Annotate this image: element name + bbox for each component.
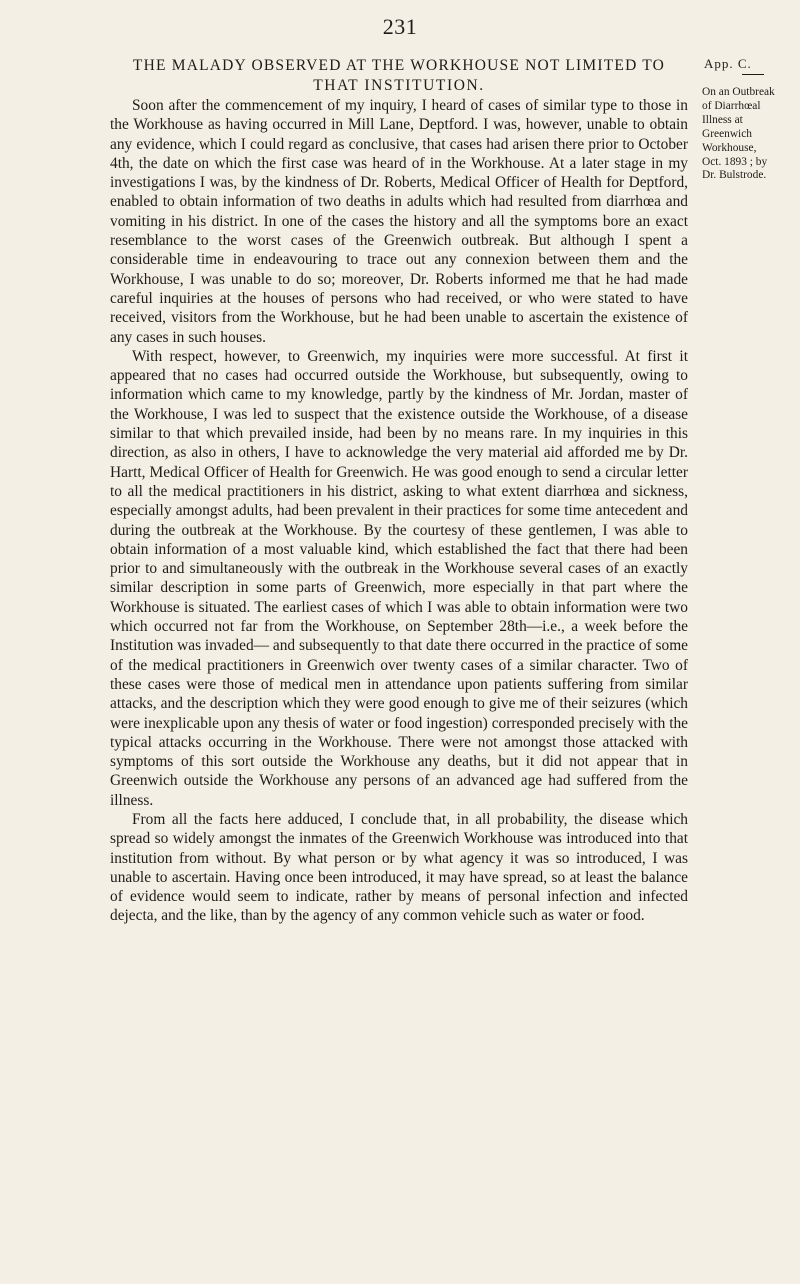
running-head [110, 56, 688, 96]
page-number: 231 [382, 14, 418, 39]
paragraph: From all the facts here adduced, I conclude that, in all probability, the disease which spread so widely amongst the inmates of the Greenwich Workhouse was introduced into that institution from without. By what person or by what agency it was so introduced, I was unable to ascertain. Having once been introduced, it may have spread, so at least the balance of evidence would seem to indicate, rather by means of personal infection and infected dejecta, and the like, than by the agency of any common vehicle such as water or food. [110, 810, 688, 925]
paragraph: Soon after the commencement of my inquiry, I heard of cases of similar type to those in the Workhouse as having occurred in Mill Lane, Deptford. I was, however, unable to obtain any evidence, which I could regard as conclusive, that cases had arisen there prior to October 4th, the date on which the first case was heard of in the Workhouse. At a later stage in my investigations I was, by the kindness of Dr. Roberts, Medical Officer of Health for Deptford, enabled to obtain information of two deaths in adults which had resulted from diarrhœa and vomiting in his district. In one of the cases the history and all the symptoms bore an exact resemblance to the worst cases of the Greenwich outbreak. But although I spent a considerable time in endeavouring to trace out any connexion between them and the Workhouse, I was unable to do so; moreover, Dr. Roberts informed me that he had made careful inquiries at the houses of persons who had received, or who were stated to have received, visitors from the Workhouse, but he had been unable to ascertain the existence of any cases in such houses. [110, 97, 688, 346]
appendix-reference: App. C. [704, 56, 794, 75]
sidenote-line: Illness at [702, 113, 743, 126]
running-head-line-2: THAT INSTITUTION. [313, 77, 485, 95]
sidenote-line: Oct. 1893 ; by [702, 155, 768, 168]
running-head-line-1: THE MALADY OBSERVED AT THE WORKHOUSE NOT LIMITED TO [132, 57, 666, 74]
margin-sidenote [702, 86, 798, 183]
body-text [110, 96, 688, 926]
sidenote-line: Greenwich [702, 127, 752, 140]
sidenote-line: Workhouse, [702, 141, 757, 154]
sidenote-line: On an Outbreak [702, 86, 775, 98]
sidenote-line: Dr. Bulstrode. [702, 169, 767, 182]
sidenote-line: of Diarrhœal [702, 99, 761, 112]
paragraph: With respect, however, to Greenwich, my inquiries were more successful. At first it appeared that no cases had occurred outside the Workhouse, but subsequently, owing to information which came to my knowledge, partly by the kindness of Mr. Jordan, master of the Workhouse, I was led to suspect that the existence outside the Workhouse, of a disease similar to that which prevailed inside, had been by no means rare. In my inquiries in this direction, as also in others, I have to acknowledge the very material aid afforded me by Dr. Hartt, Medical Officer of Health for Greenwich. He was good enough to send a circular letter to all the medical practitioners in his district, asking to what extent diarrhœa and sickness, especially amongst adults, had been prevalent in their practices for some time antecedent and during the outbreak at the Workhouse. By the courtesy of these gentlemen, I was able to obtain information of a most valuable kind, which established the fact that there had been prior to and simultaneously with the outbreak in the Workhouse several cases of an exactly similar description in some parts of Greenwich, more especially in that part where the Workhouse is situated. The earliest cases of which I was able to obtain information were two which occurred not far from the Workhouse, on September 28th—i.e., a week before the Institution was invaded— and subsequently to that date there occurred in the practice of some of the medical practitioners in Greenwich over twenty cases of a similar character. Two of these cases were those of medical men in attendance upon patients suffering from similar attacks, and the description which they were good enough to give me of their seizures (which were inexplicable upon any thesis of water or food ingestion) corresponded precisely with the typical attacks occurring in the Workhouse. There were not amongst those attacked with symptoms of this sort outside the Workhouse any deaths, but it did not appear that in Greenwich outside the Workhouse any persons of an advanced age had suffered from the illness. [110, 347, 688, 809]
